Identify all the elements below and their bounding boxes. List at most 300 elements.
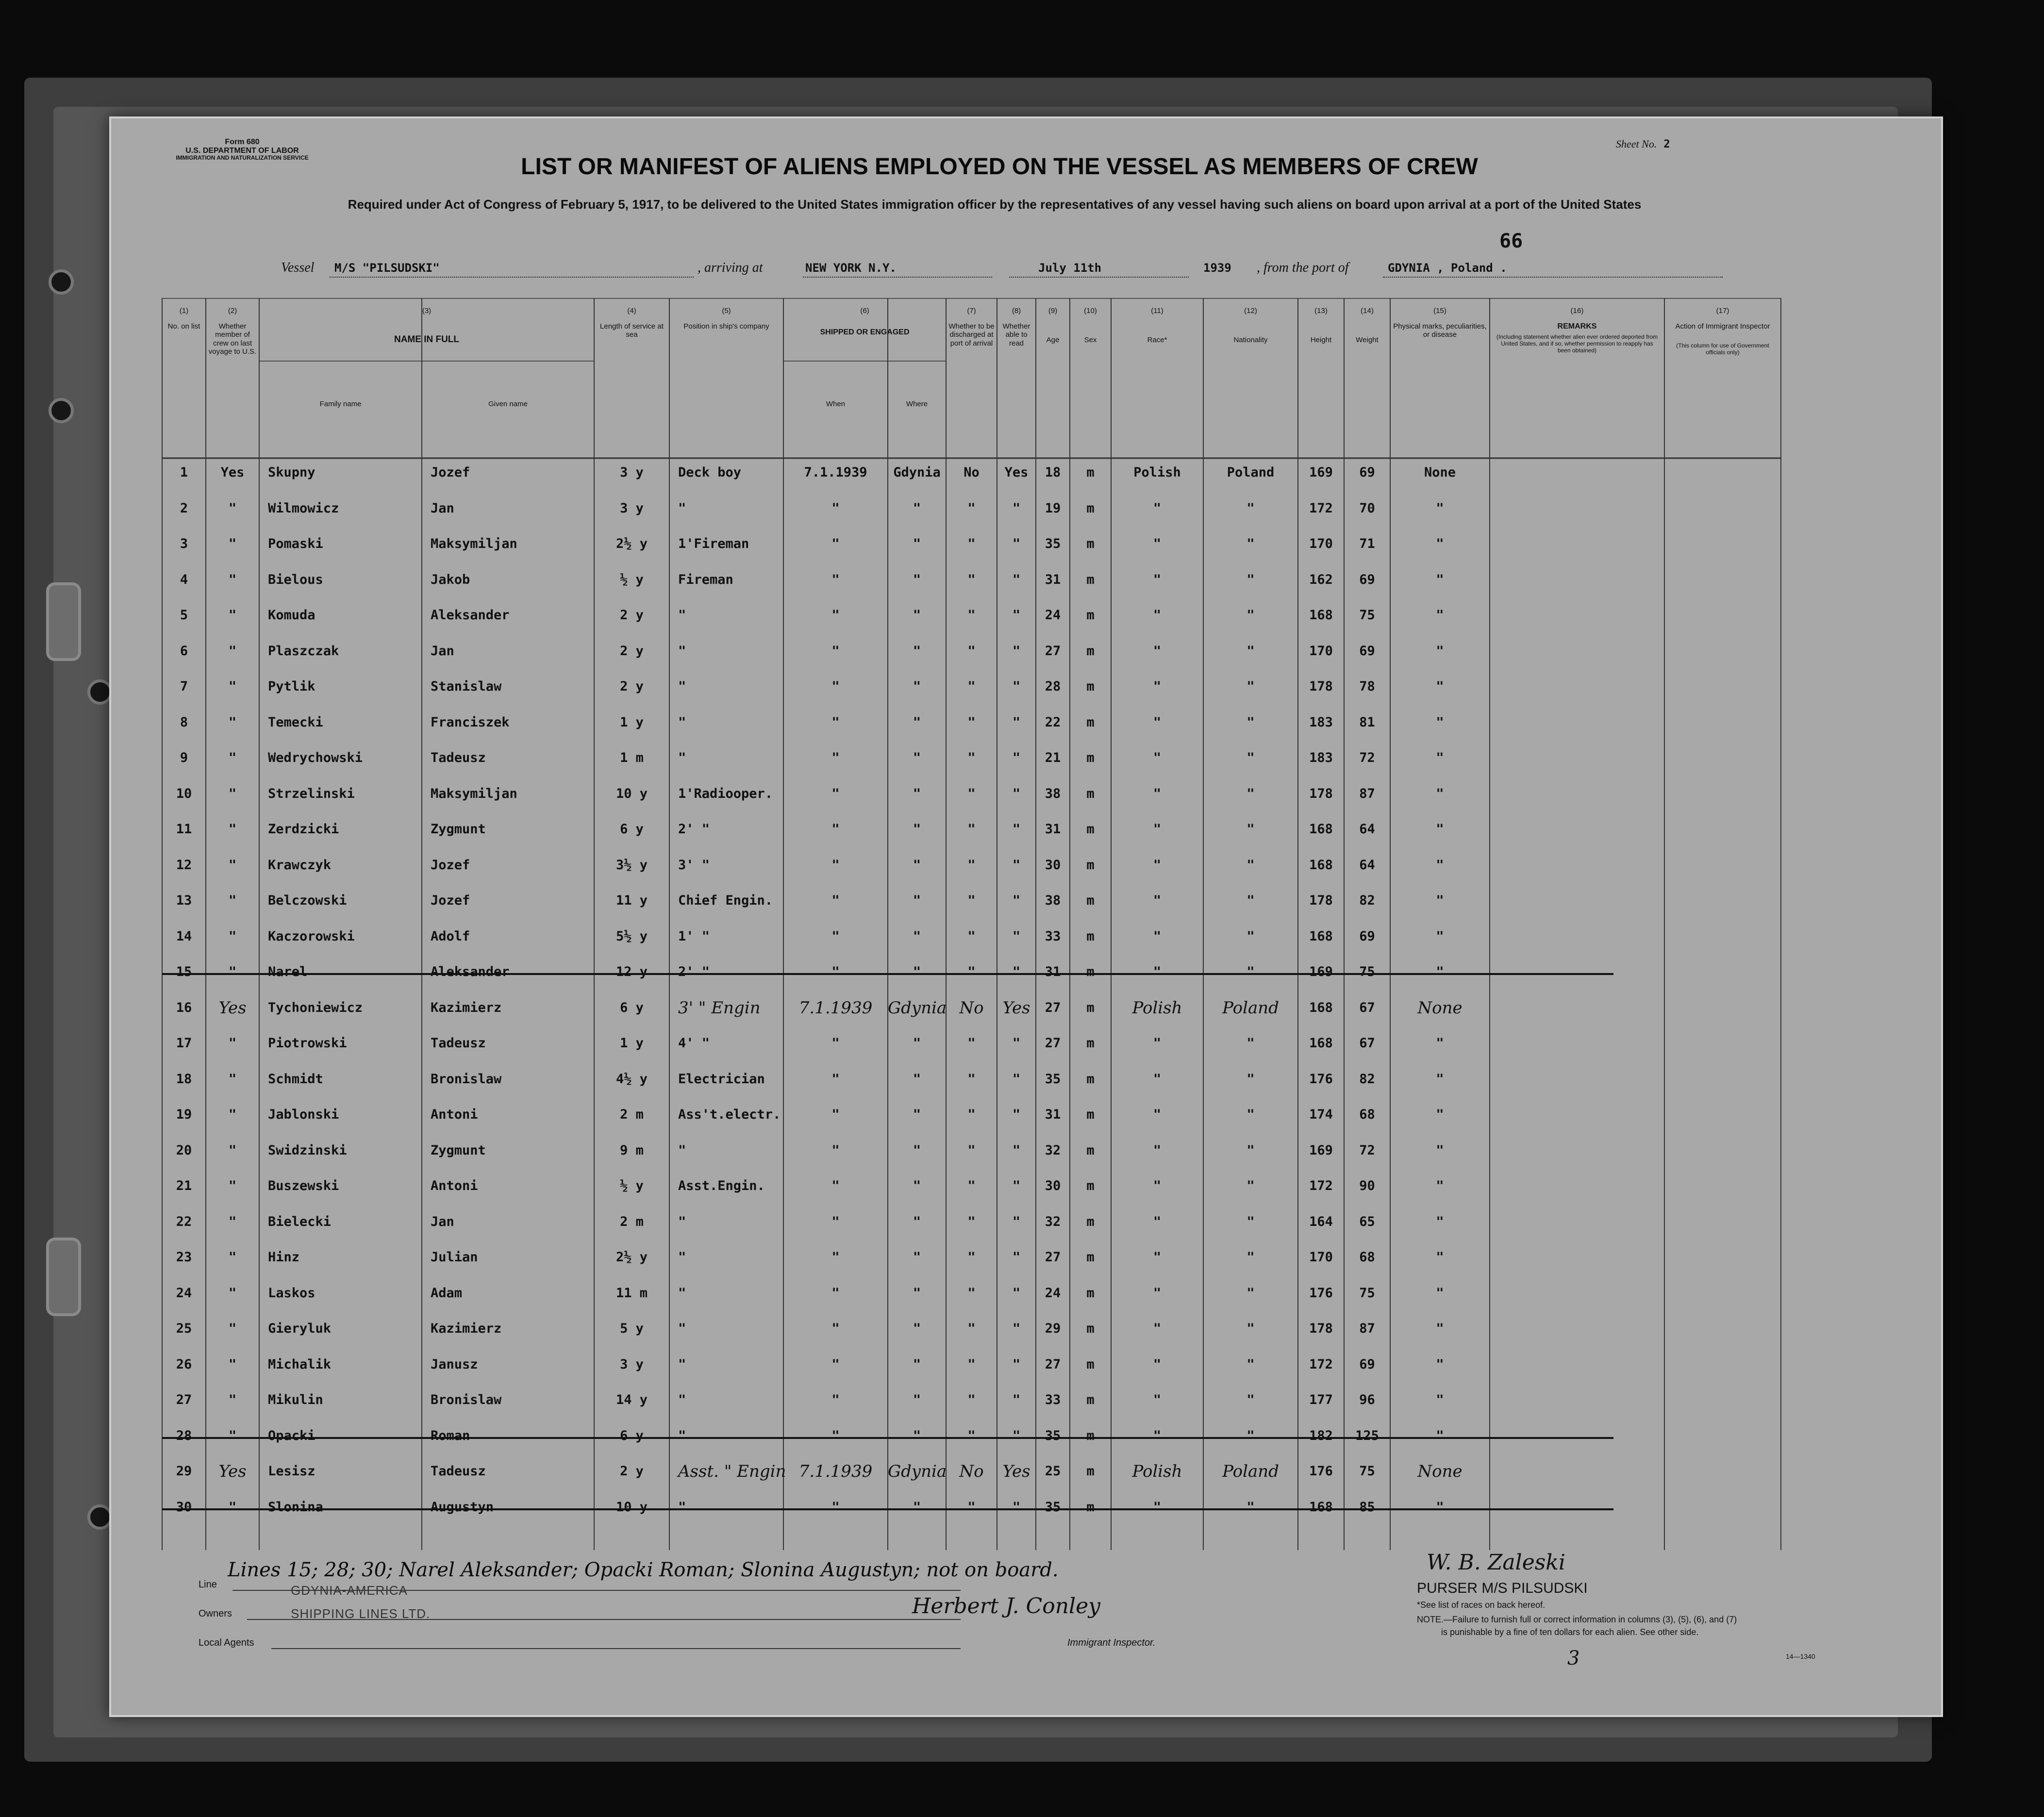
cell-nat: " xyxy=(1246,1142,1255,1158)
cell-no: 27 xyxy=(176,1392,192,1407)
cell-race: " xyxy=(1153,679,1162,694)
cell-nat: " xyxy=(1246,1285,1255,1301)
cell-marks: " xyxy=(1436,1142,1444,1158)
strike-through-line xyxy=(162,973,1613,975)
cell-crew: " xyxy=(228,1071,237,1087)
cell-service: 2½ y xyxy=(615,1250,648,1265)
cell-crew: " xyxy=(228,1107,237,1122)
cell-no: 19 xyxy=(176,1107,192,1122)
cell-where: " xyxy=(913,857,921,873)
arriving-label: , arriving at xyxy=(698,260,763,275)
cell-when: " xyxy=(831,1499,840,1515)
cell-nat: " xyxy=(1246,500,1255,516)
column-number: (2) xyxy=(228,307,237,315)
cell-no: 22 xyxy=(176,1214,192,1229)
cell-given: Jan xyxy=(431,643,454,659)
cell-where: " xyxy=(913,750,921,765)
cell-race: " xyxy=(1153,822,1162,837)
cell-sex: m xyxy=(1086,750,1095,765)
purser-label: PURSER M/S PILSUDSKI xyxy=(1417,1580,1588,1596)
cell-disch: " xyxy=(967,1250,976,1265)
page-mark: 3 xyxy=(1567,1647,1580,1669)
cell-height: 174 xyxy=(1309,1107,1333,1122)
cell-age: 24 xyxy=(1045,608,1061,623)
column-header-c12: Nationality xyxy=(1233,336,1268,344)
cell-service: 10 y xyxy=(615,1499,648,1515)
cell-where: " xyxy=(913,679,921,694)
cell-marks: " xyxy=(1436,679,1444,694)
column-header-c8: Whether able to read xyxy=(1002,322,1030,347)
cell-family: Bielous xyxy=(268,572,323,587)
cell-height: 178 xyxy=(1309,893,1333,908)
column-header-c6a: When xyxy=(826,400,846,408)
cell-disch: " xyxy=(967,964,976,979)
column-number: (16) xyxy=(1570,307,1584,315)
cell-service: 2½ y xyxy=(615,536,648,551)
cell-where: " xyxy=(913,1285,921,1301)
column-number: (8) xyxy=(1012,307,1021,315)
cell-sex: m xyxy=(1086,500,1095,516)
cell-when: " xyxy=(831,714,840,730)
cell-where: " xyxy=(913,1036,921,1051)
cell-race: " xyxy=(1153,786,1162,801)
cell-given: Tadeusz xyxy=(431,1036,486,1051)
cell-age: 27 xyxy=(1045,643,1061,659)
cell-family: Skupny xyxy=(268,465,316,480)
cell-nat: " xyxy=(1246,822,1255,837)
column-number: (6) xyxy=(860,307,869,315)
cell-nat: " xyxy=(1246,893,1255,908)
cell-position: " xyxy=(678,1356,686,1372)
cell-marks: " xyxy=(1436,1214,1444,1229)
cell-crew: " xyxy=(228,1250,237,1265)
form-code: 14—1340 xyxy=(1786,1652,1815,1660)
cell-sex: m xyxy=(1086,857,1095,873)
binder-hole xyxy=(49,398,74,423)
cell-service: 6 y xyxy=(620,1428,644,1443)
cell-sex: m xyxy=(1086,1107,1095,1122)
cell-nat: " xyxy=(1246,1428,1255,1443)
cell-nat: " xyxy=(1246,964,1255,979)
cell-given: Antoni xyxy=(431,1178,478,1193)
column-header-c15: Physical marks, peculiarities, or disease xyxy=(1393,322,1487,339)
cell-read: " xyxy=(1012,1178,1021,1193)
cell-nat: Poland xyxy=(1222,1462,1279,1481)
cell-when: " xyxy=(831,500,840,516)
cell-when: " xyxy=(831,1107,840,1122)
cell-age: 35 xyxy=(1045,536,1061,551)
cell-no: 16 xyxy=(176,1000,192,1015)
form-number: Form 680 xyxy=(225,138,260,146)
races-note: *See list of races on back hereof. xyxy=(1417,1600,1545,1610)
cell-position: 1'Fireman xyxy=(678,536,749,551)
cell-marks: " xyxy=(1436,1392,1444,1407)
cell-crew: " xyxy=(228,1285,237,1301)
cell-position: " xyxy=(678,1285,686,1301)
cell-age: 24 xyxy=(1045,1285,1061,1301)
cell-marks: " xyxy=(1436,1036,1444,1051)
cell-when: " xyxy=(831,750,840,765)
column-number: (7) xyxy=(967,307,976,315)
column-number: (13) xyxy=(1314,307,1328,315)
cell-marks: " xyxy=(1436,500,1444,516)
cell-race: " xyxy=(1153,1071,1162,1087)
form-service: IMMIGRATION AND NATURALIZATION SERVICE xyxy=(176,154,309,162)
cell-nat: " xyxy=(1246,572,1255,587)
cell-position: Ass't.electr. xyxy=(678,1107,781,1122)
cell-given: Adam xyxy=(431,1285,463,1301)
cell-crew: " xyxy=(228,1356,237,1372)
cell-height: 170 xyxy=(1309,536,1333,551)
not-on-board-note: Lines 15; 28; 30; Narel Aleksander; Opacki Roman; Slonina Augustyn; not on board. xyxy=(228,1559,1059,1581)
cell-where: " xyxy=(913,928,921,944)
cell-read: " xyxy=(1012,643,1021,659)
cell-read: " xyxy=(1012,822,1021,837)
cell-when: " xyxy=(831,928,840,944)
cell-given: Jozef xyxy=(431,465,470,480)
cell-when: " xyxy=(831,893,840,908)
column-header-c11: Race* xyxy=(1147,336,1167,344)
cell-height: 178 xyxy=(1309,786,1333,801)
cell-disch: No xyxy=(959,1462,984,1481)
column-number: (10) xyxy=(1084,307,1097,315)
cell-marks: " xyxy=(1436,572,1444,587)
cell-no: 10 xyxy=(176,786,192,801)
cell-sex: m xyxy=(1086,1142,1095,1158)
cell-service: 2 m xyxy=(620,1107,644,1122)
cell-no: 5 xyxy=(180,608,188,623)
cell-no: 29 xyxy=(176,1464,192,1479)
cell-family: Gieryluk xyxy=(268,1321,332,1336)
sheet-number-label: Sheet No. xyxy=(1616,138,1657,150)
cell-sex: m xyxy=(1086,1428,1095,1443)
cell-marks: " xyxy=(1436,1071,1444,1087)
cell-family: Plaszczak xyxy=(268,643,339,659)
cell-when: " xyxy=(831,1071,840,1087)
cell-read: " xyxy=(1012,1214,1021,1229)
cell-position: 1' " xyxy=(678,928,710,944)
cell-sex: m xyxy=(1086,1071,1095,1087)
cell-nat: " xyxy=(1246,1178,1255,1193)
cell-marks: " xyxy=(1436,1107,1444,1122)
cell-family: Slonina xyxy=(268,1499,323,1515)
cell-age: 29 xyxy=(1045,1321,1061,1336)
cell-position: " xyxy=(678,1142,686,1158)
cell-race: " xyxy=(1153,608,1162,623)
cell-height: 162 xyxy=(1309,572,1333,587)
column-header-c17: Action of Immigrant Inspector xyxy=(1675,322,1770,330)
cell-height: 170 xyxy=(1309,1250,1333,1265)
cell-family: Laskos xyxy=(268,1285,316,1301)
cell-no: 25 xyxy=(176,1321,192,1336)
cell-family: Strzelinski xyxy=(268,786,355,801)
stamp-number: 66 xyxy=(1499,230,1523,252)
cell-disch: " xyxy=(967,1285,976,1301)
cell-race: " xyxy=(1153,536,1162,551)
cell-sex: m xyxy=(1086,1464,1095,1479)
cell-when: " xyxy=(831,1214,840,1229)
column-number: (1) xyxy=(179,307,189,315)
cell-when: " xyxy=(831,1250,840,1265)
cell-crew: " xyxy=(228,750,237,765)
cell-age: 27 xyxy=(1045,1036,1061,1051)
column-header-c3a: Family name xyxy=(319,400,362,408)
cell-when: " xyxy=(831,1428,840,1443)
cell-family: Bielecki xyxy=(268,1214,332,1229)
cell-disch: " xyxy=(967,1321,976,1336)
owners-stamp: SHIPPING LINES LTD. xyxy=(291,1606,431,1621)
line-label: Line xyxy=(199,1579,217,1590)
cell-disch: " xyxy=(967,536,976,551)
cell-marks: " xyxy=(1436,1356,1444,1372)
cell-height: 168 xyxy=(1309,822,1333,837)
cell-given: Augustyn xyxy=(431,1499,494,1515)
cell-weight: 64 xyxy=(1359,857,1375,873)
cell-family: Piotrowski xyxy=(268,1036,347,1051)
cell-weight: 81 xyxy=(1359,714,1375,730)
cell-when: 7.1.1939 xyxy=(798,1462,873,1481)
cell-position: " xyxy=(678,500,686,516)
sheet-number xyxy=(1616,138,1771,150)
cell-given: Julian xyxy=(431,1250,478,1265)
cell-nat: " xyxy=(1246,857,1255,873)
cell-weight: 67 xyxy=(1359,1036,1375,1051)
cell-disch: " xyxy=(967,643,976,659)
cell-when: " xyxy=(831,1036,840,1051)
cell-height: 177 xyxy=(1309,1392,1333,1407)
cell-family: Lesisz xyxy=(268,1464,316,1479)
cell-where: " xyxy=(913,964,921,979)
cell-no: 9 xyxy=(180,750,188,765)
cell-age: 27 xyxy=(1045,1250,1061,1265)
cell-disch: " xyxy=(967,1142,976,1158)
cell-disch: " xyxy=(967,714,976,730)
line-stamp: GDYNIA-AMERICA xyxy=(291,1583,408,1598)
cell-when: 7.1.1939 xyxy=(804,465,867,480)
cell-nat: " xyxy=(1246,928,1255,944)
column-number: (15) xyxy=(1433,307,1446,315)
cell-no: 23 xyxy=(176,1250,192,1265)
cell-marks: " xyxy=(1436,928,1444,944)
column-header-c3b: Given name xyxy=(488,400,528,408)
cell-nat: " xyxy=(1246,1392,1255,1407)
cell-height: 176 xyxy=(1309,1285,1333,1301)
cell-weight: 75 xyxy=(1359,964,1375,979)
cell-given: Bronislaw xyxy=(431,1392,502,1407)
cell-height: 178 xyxy=(1309,679,1333,694)
cell-nat: " xyxy=(1246,643,1255,659)
cell-crew: " xyxy=(228,964,237,979)
cell-race: " xyxy=(1153,1250,1162,1265)
cell-position: 3' " xyxy=(678,857,710,873)
cell-sex: m xyxy=(1086,786,1095,801)
cell-when: 7.1.1939 xyxy=(798,998,873,1018)
cell-height: 169 xyxy=(1309,465,1333,480)
cell-age: 31 xyxy=(1045,822,1061,837)
cell-read: " xyxy=(1012,1321,1021,1336)
cell-when: " xyxy=(831,964,840,979)
cell-age: 38 xyxy=(1045,893,1061,908)
cell-family: Zerdzicki xyxy=(268,822,339,837)
cell-position: " xyxy=(678,643,686,659)
cell-marks: " xyxy=(1436,1178,1444,1193)
column-number: (5) xyxy=(722,307,731,315)
cell-race: " xyxy=(1153,1428,1162,1443)
cell-read: " xyxy=(1012,1428,1021,1443)
sheet-number-value: 2 xyxy=(1663,138,1670,150)
cell-sex: m xyxy=(1086,465,1095,480)
cell-crew: " xyxy=(228,679,237,694)
agents-label: Local Agents xyxy=(199,1637,254,1648)
column-header-c13: Height xyxy=(1310,336,1332,344)
cell-read: " xyxy=(1012,928,1021,944)
cell-when: " xyxy=(831,1321,840,1336)
cell-age: 31 xyxy=(1045,1107,1061,1122)
cell-sex: m xyxy=(1086,1392,1095,1407)
cell-given: Zygmunt xyxy=(431,1142,486,1158)
cell-crew: " xyxy=(228,1392,237,1407)
cell-service: 1 y xyxy=(620,1036,644,1051)
cell-height: 168 xyxy=(1309,857,1333,873)
column-header-c1: No. on list xyxy=(167,322,200,330)
form-dept: U.S. DEPARTMENT OF LABOR xyxy=(185,146,299,155)
cell-when: " xyxy=(831,572,840,587)
cell-no: 28 xyxy=(176,1428,192,1443)
cell-nat: Poland xyxy=(1227,465,1275,480)
cell-where: " xyxy=(913,643,921,659)
cell-given: Maksymiljan xyxy=(431,786,517,801)
cell-read: " xyxy=(1012,1250,1021,1265)
cell-weight: 87 xyxy=(1359,1321,1375,1336)
cell-height: 182 xyxy=(1309,1428,1333,1443)
cell-marks: " xyxy=(1436,1499,1444,1515)
cell-where: " xyxy=(913,608,921,623)
cell-race: Polish xyxy=(1132,998,1182,1018)
cell-weight: 87 xyxy=(1359,786,1375,801)
cell-sex: m xyxy=(1086,893,1095,908)
cell-disch: " xyxy=(967,750,976,765)
cell-service: 3 y xyxy=(620,500,644,516)
cell-where: Gdynia xyxy=(888,1462,947,1481)
cell-weight: 70 xyxy=(1359,500,1375,516)
cell-no: 21 xyxy=(176,1178,192,1193)
cell-read: " xyxy=(1012,1356,1021,1372)
cell-service: 5½ y xyxy=(615,928,648,944)
cell-given: Jozef xyxy=(431,857,470,873)
cell-crew: " xyxy=(228,1499,237,1515)
cell-crew: Yes xyxy=(218,1462,247,1481)
cell-age: 35 xyxy=(1045,1071,1061,1087)
cell-disch: " xyxy=(967,786,976,801)
cell-service: 3 y xyxy=(620,465,644,480)
cell-disch: " xyxy=(967,608,976,623)
cell-read: Yes xyxy=(1004,465,1029,480)
cell-nat: " xyxy=(1246,536,1255,551)
cell-weight: 72 xyxy=(1359,1142,1375,1158)
cell-where: " xyxy=(913,893,921,908)
cell-when: " xyxy=(831,1178,840,1193)
cell-nat: " xyxy=(1246,1499,1255,1515)
cell-age: 30 xyxy=(1045,857,1061,873)
cell-sex: m xyxy=(1086,822,1095,837)
cell-given: Antoni xyxy=(431,1107,478,1122)
cell-service: 3 y xyxy=(620,1356,644,1372)
cell-race: " xyxy=(1153,857,1162,873)
cell-read: " xyxy=(1012,1071,1021,1087)
from-label: , from the port of xyxy=(1257,260,1349,275)
cell-read: Yes xyxy=(1002,1462,1030,1481)
cell-height: 170 xyxy=(1309,643,1333,659)
cell-sex: m xyxy=(1086,928,1095,944)
cell-marks: " xyxy=(1436,750,1444,765)
cell-service: 6 y xyxy=(620,822,644,837)
cell-position: 2' " xyxy=(678,822,710,837)
cell-family: Pomaski xyxy=(268,536,323,551)
vessel-value: M/S "PILSUDSKI" xyxy=(334,261,440,275)
cell-where: " xyxy=(913,500,921,516)
cell-read: " xyxy=(1012,536,1021,551)
cell-service: 11 y xyxy=(615,893,648,908)
cell-weight: 75 xyxy=(1359,608,1375,623)
cell-service: 1 m xyxy=(620,750,644,765)
cell-service: 14 y xyxy=(615,1392,648,1407)
cell-nat: " xyxy=(1246,679,1255,694)
cell-height: 169 xyxy=(1309,964,1333,979)
cell-given: Adolf xyxy=(431,928,470,944)
fine-note-1: NOTE.—Failure to furnish full or correct information in columns (3), (5), (6), and (7) xyxy=(1417,1615,1737,1624)
cell-crew: " xyxy=(228,608,237,623)
arriving-value: NEW YORK N.Y. xyxy=(805,261,897,275)
cell-where: Gdynia xyxy=(893,465,941,480)
cell-age: 32 xyxy=(1045,1214,1061,1229)
cell-race: " xyxy=(1153,1107,1162,1122)
cell-weight: 69 xyxy=(1359,643,1375,659)
cell-no: 7 xyxy=(180,679,188,694)
cell-no: 17 xyxy=(176,1036,192,1051)
cell-given: Janusz xyxy=(431,1356,478,1372)
cell-position: " xyxy=(678,1499,686,1515)
cell-when: " xyxy=(831,679,840,694)
cell-height: 168 xyxy=(1309,1036,1333,1051)
cell-position: " xyxy=(678,1321,686,1336)
cell-race: " xyxy=(1153,572,1162,587)
cell-position: 4' " xyxy=(678,1036,710,1051)
column-number: (11) xyxy=(1151,307,1163,315)
cell-crew: " xyxy=(228,786,237,801)
cell-no: 1 xyxy=(180,465,188,480)
cell-given: Jan xyxy=(431,500,454,516)
cell-service: 10 y xyxy=(615,786,648,801)
arrival-date: July 11th xyxy=(1038,261,1102,275)
cell-service: 11 m xyxy=(615,1285,648,1301)
cell-crew: " xyxy=(228,1321,237,1336)
cell-nat: " xyxy=(1246,786,1255,801)
cell-service: 2 y xyxy=(620,679,644,694)
cell-nat: " xyxy=(1246,1107,1255,1122)
cell-given: Kazimierz xyxy=(431,1321,502,1336)
cell-height: 169 xyxy=(1309,1142,1333,1158)
cell-family: Mikulin xyxy=(268,1392,323,1407)
cell-position: 2' " xyxy=(678,964,710,979)
column-header-c6: SHIPPED OR ENGAGED xyxy=(820,328,910,336)
cell-sex: m xyxy=(1086,1000,1095,1015)
cell-where: " xyxy=(913,536,921,551)
cell-given: Maksymiljan xyxy=(431,536,517,551)
cell-disch: " xyxy=(967,1356,976,1372)
cell-no: 8 xyxy=(180,714,188,730)
cell-no: 13 xyxy=(176,893,192,908)
cell-when: " xyxy=(831,857,840,873)
